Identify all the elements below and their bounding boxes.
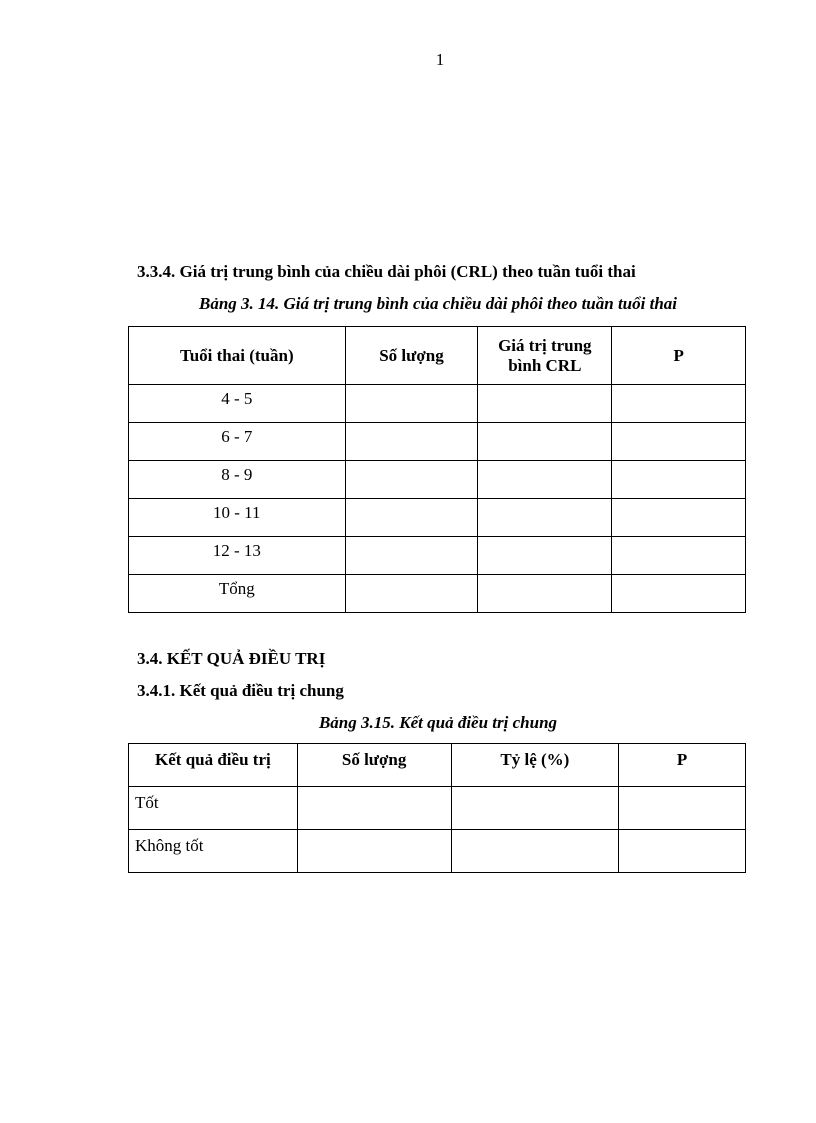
table-caption-3-15: Bảng 3.15. Kết quả điều trị chung [318, 713, 558, 732]
table-3-15 [128, 743, 746, 873]
cell-p-value [612, 537, 746, 575]
cell-mean-crl [478, 499, 612, 537]
cell-total-label: Tổng [129, 575, 346, 613]
header-rate-percent: Tỷ lệ (%) [451, 744, 619, 787]
cell-count [345, 385, 478, 423]
cell-count [297, 787, 451, 830]
table-row [129, 423, 746, 461]
header-p-value: P [612, 327, 746, 385]
cell-mean-crl [478, 575, 612, 613]
cell-mean-crl [478, 537, 612, 575]
section-heading-3-4: 3.4. KẾT QUẢ ĐIỀU TRỊ [137, 649, 326, 668]
cell-count [345, 461, 478, 499]
header-p-value: P [619, 744, 746, 787]
cell-mean-crl [478, 423, 612, 461]
cell-p-value [612, 385, 746, 423]
cell-mean-crl [478, 385, 612, 423]
cell-rate-percent [451, 787, 619, 830]
cell-p-value [612, 575, 746, 613]
cell-mean-crl [478, 461, 612, 499]
cell-count [345, 537, 478, 575]
table-header-row [129, 744, 746, 787]
table-row [129, 499, 746, 537]
cell-gestational-age: 4 - 5 [129, 385, 346, 423]
header-mean-crl [478, 327, 612, 385]
table-row [129, 461, 746, 499]
table-row [129, 537, 746, 575]
section-heading-3-3-4: 3.3.4. Giá trị trung bình của chiều dài phôi (CRL) theo tuần tuổi thai [137, 262, 636, 281]
section-heading-3-4-1: 3.4.1. Kết quả điều trị chung [137, 681, 344, 700]
cell-treatment-result: Tốt [129, 787, 298, 830]
cell-p-value [619, 830, 746, 873]
table-row-total [129, 575, 746, 613]
cell-p-value [619, 787, 746, 830]
header-gestational-age: Tuổi thai (tuần) [129, 327, 346, 385]
header-treatment-result: Kết quả điều trị [129, 744, 298, 787]
cell-p-value [612, 461, 746, 499]
cell-treatment-result: Không tốt [129, 830, 298, 873]
page-number: 1 [435, 50, 445, 69]
table-header-row [129, 327, 746, 385]
header-count: Số lượng [297, 744, 451, 787]
table-caption-3-14: Bảng 3. 14. Giá trị trung bình của chiều dài phôi theo tuần tuổi thai [198, 294, 678, 313]
header-count: Số lượng [345, 327, 478, 385]
cell-gestational-age: 8 - 9 [129, 461, 346, 499]
cell-p-value [612, 499, 746, 537]
table-row [129, 385, 746, 423]
table-row [129, 787, 746, 830]
cell-gestational-age: 12 - 13 [129, 537, 346, 575]
table-row [129, 830, 746, 873]
cell-count [345, 499, 478, 537]
table-3-14 [128, 326, 746, 613]
header-mean-crl-text: Giá trị trung bình CRL [498, 335, 592, 375]
cell-count [345, 575, 478, 613]
cell-rate-percent [451, 830, 619, 873]
cell-gestational-age: 6 - 7 [129, 423, 346, 461]
cell-count [297, 830, 451, 873]
cell-gestational-age: 10 - 11 [129, 499, 346, 537]
cell-count [345, 423, 478, 461]
cell-p-value [612, 423, 746, 461]
